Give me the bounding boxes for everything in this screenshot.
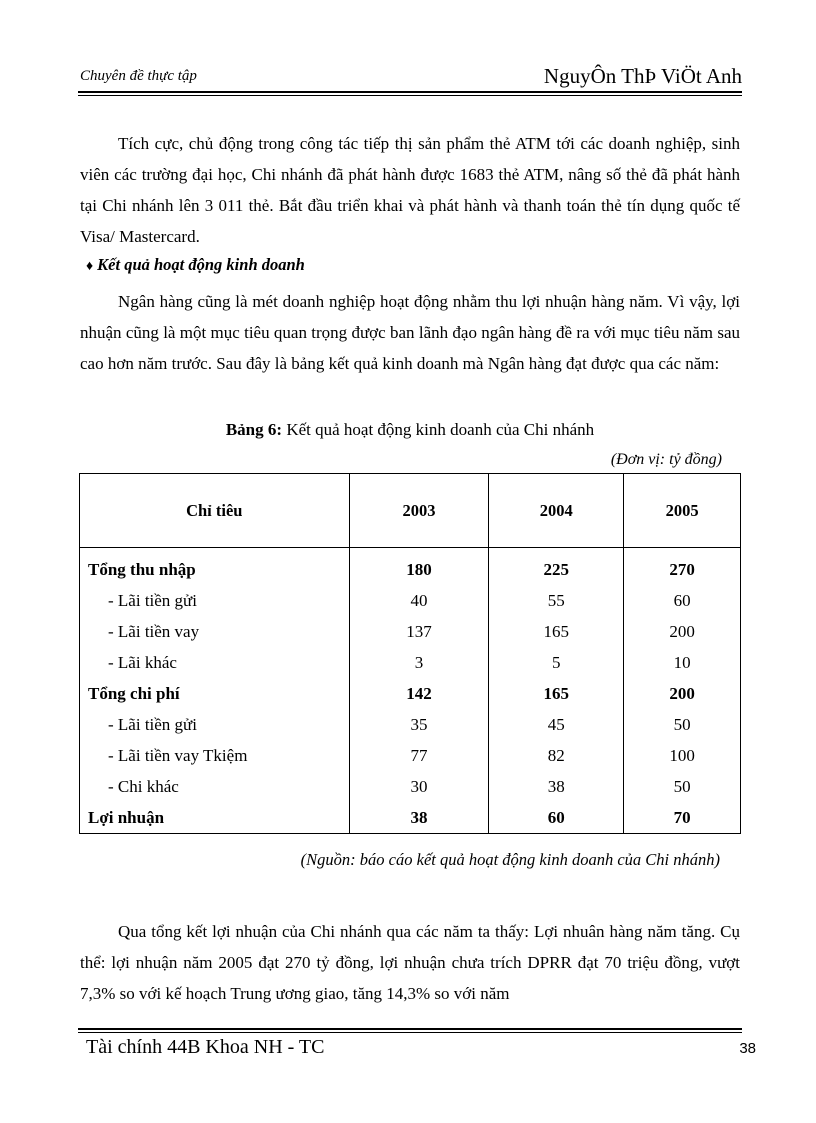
table-row bbox=[80, 740, 741, 771]
cell-2005: 50 bbox=[624, 709, 741, 740]
cell-2005: 200 bbox=[624, 616, 741, 647]
row-label: - Lãi tiền vay bbox=[80, 616, 350, 647]
header-cell-2003: 2003 bbox=[349, 474, 489, 548]
cell-2004: 225 bbox=[489, 548, 624, 586]
header-rule bbox=[78, 91, 742, 93]
header-cell-2005: 2005 bbox=[624, 474, 741, 548]
table-header-row bbox=[80, 474, 741, 548]
footer-rule-thin bbox=[78, 1032, 742, 1033]
row-label: - Lãi khác bbox=[80, 647, 350, 678]
row-label: Lợi nhuận bbox=[80, 802, 350, 834]
cell-2003: 40 bbox=[349, 585, 489, 616]
section-heading bbox=[86, 255, 305, 275]
cell-2005: 10 bbox=[624, 647, 741, 678]
paragraph-atm-cards: Tích cực, chủ động trong công tác tiếp thị sản phẩm thẻ ATM tới các doanh nghiệp, sinh viên các trường đại học, Chi nhánh đã phát hành được 1683 thẻ ATM, nâng số thẻ đã phát hành tại Chi nhánh lên 3 011 thẻ. Bắt đầu triển khai và phát hành và thanh toán thẻ tín dụng quốc tế Visa/ Mastercard. bbox=[80, 134, 740, 246]
row-label: Tổng thu nhập bbox=[80, 548, 350, 586]
cell-2003: 35 bbox=[349, 709, 489, 740]
section-heading-text: Kết quả hoạt động kinh doanh bbox=[97, 255, 305, 274]
table-row bbox=[80, 771, 741, 802]
cell-2004: 165 bbox=[489, 678, 624, 709]
results-table bbox=[79, 473, 741, 834]
table-row bbox=[80, 548, 741, 586]
cell-2004: 82 bbox=[489, 740, 624, 771]
row-label: - Lãi tiền vay Tkiệm bbox=[80, 740, 350, 771]
table-caption-label: Bảng 6: bbox=[225, 420, 283, 439]
cell-2003: 142 bbox=[349, 678, 489, 709]
table-unit-note: (Đơn vị: tỷ đồng) bbox=[610, 451, 722, 468]
table-row bbox=[80, 678, 741, 709]
cell-2003: 3 bbox=[349, 647, 489, 678]
row-label: - Chi khác bbox=[80, 771, 350, 802]
table-row bbox=[80, 585, 741, 616]
header-rule-thin bbox=[78, 95, 742, 96]
cell-2004: 5 bbox=[489, 647, 624, 678]
cell-2005: 270 bbox=[624, 548, 741, 586]
page-number: 38 bbox=[739, 1040, 756, 1057]
table-row bbox=[80, 709, 741, 740]
table-row bbox=[80, 647, 741, 678]
cell-2005: 70 bbox=[624, 802, 741, 834]
header-cell-2004: 2004 bbox=[489, 474, 624, 548]
cell-2005: 50 bbox=[624, 771, 741, 802]
paragraph-profit-intro: Ngân hàng cũng là mét doanh nghiệp hoạt động nhằm thu lợi nhuận hàng năm. Vì vậy, lợi nhuận cũng là một mục tiêu quan trọng được ban lãnh đạo ngân hàng đề ra với mục tiêu năm sau cao hơn năm trước. Sau đây là bảng kết quả kinh doanh mà Ngân hàng đạt được qua các năm: bbox=[80, 292, 740, 373]
cell-2003: 180 bbox=[349, 548, 489, 586]
cell-2003: 38 bbox=[349, 802, 489, 834]
table-row bbox=[80, 616, 741, 647]
header-left-title: Chuyên đề thực tập bbox=[80, 68, 197, 84]
cell-2003: 77 bbox=[349, 740, 489, 771]
cell-2005: 100 bbox=[624, 740, 741, 771]
cell-2004: 38 bbox=[489, 771, 624, 802]
footer-class-label: Tài chính 44B Khoa NH - TC bbox=[86, 1036, 325, 1058]
header-author-name: NguyÔn ThÞ ViÖt Anh bbox=[543, 64, 742, 88]
table-row bbox=[80, 802, 741, 834]
cell-2005: 200 bbox=[624, 678, 741, 709]
cell-2003: 30 bbox=[349, 771, 489, 802]
table-caption bbox=[80, 420, 740, 440]
row-label: - Lãi tiền gửi bbox=[80, 585, 350, 616]
cell-2005: 60 bbox=[624, 585, 741, 616]
cell-2004: 60 bbox=[489, 802, 624, 834]
table-source-note: (Nguồn: báo cáo kết quả hoạt động kinh doanh của Chi nhánh) bbox=[300, 850, 720, 869]
cell-2004: 165 bbox=[489, 616, 624, 647]
paragraph-profit-summary: Qua tổng kết lợi nhuận của Chi nhánh qua các năm ta thấy: Lợi nhuân hàng năm tăng. Cụ thể: lợi nhuận năm 2005 đạt 270 tỷ đồng, lợi nhuận chưa trích DPRR đạt 70 triệu đồng, vượt 7,3% so với kế hoạch Trung ương giao, tăng 14,3% so với năm bbox=[80, 922, 740, 1003]
footer-rule bbox=[78, 1028, 742, 1030]
diamond-bullet-icon: ♦ bbox=[86, 259, 94, 274]
row-label: Tổng chi phí bbox=[80, 678, 350, 709]
cell-2003: 137 bbox=[349, 616, 489, 647]
cell-2004: 45 bbox=[489, 709, 624, 740]
cell-2004: 55 bbox=[489, 585, 624, 616]
table-caption-text: Kết quả hoạt động kinh doanh của Chi nhánh bbox=[286, 420, 595, 439]
row-label: - Lãi tiền gửi bbox=[80, 709, 350, 740]
header-cell-indicator: Chỉ tiêu bbox=[80, 474, 350, 548]
